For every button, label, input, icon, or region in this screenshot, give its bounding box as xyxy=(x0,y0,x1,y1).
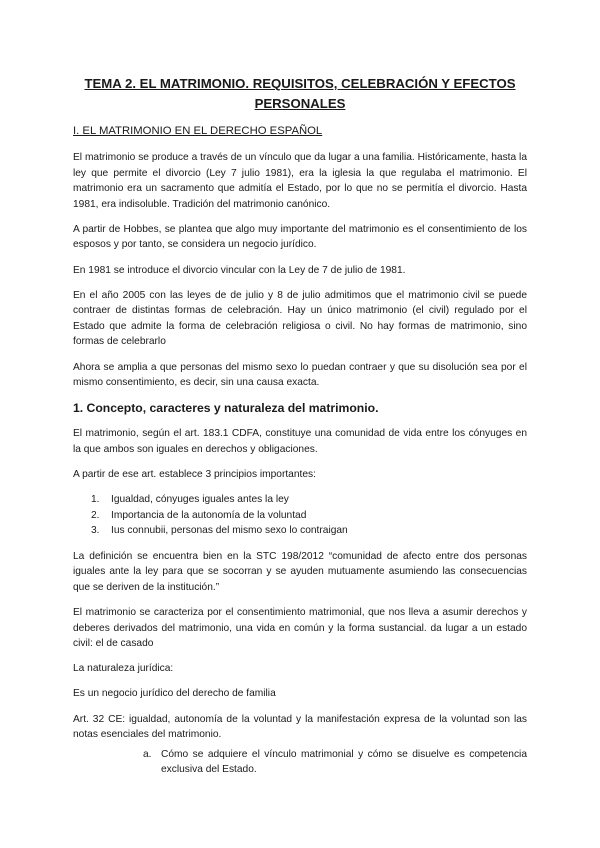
paragraph-concepto: El matrimonio, según el art. 183.1 CDFA, constituye una comunidad de vida entre los cónyuges en la que ambos son iguales en derechos y obligaciones. xyxy=(73,428,527,455)
paragraph-caracteriza: El matrimonio se caracteriza por el consentimiento matrimonial, que nos lleva a asumir derechos y deberes derivados del matrimonio, una vida en común y la forma sustancial. da lugar a un estado civil: el de casado xyxy=(73,607,527,650)
paragraph-2005: En el año 2005 con las leyes de de julio y 8 de julio admitimos que el matrimonio civil se puede contraer de distintas formas de celebración. Hay un único matrimonio (el civil) regulado por el Estado que admite la forma de celebración religiosa o civil. No hay formas de matrimonio, sino formas de celebrarlo xyxy=(73,289,527,348)
section-heading-concepto: 1. Concepto, caracteres y naturaleza del matrimonio. xyxy=(73,401,379,416)
paragraph-naturaleza-value: Es un negocio jurídico del derecho de familia xyxy=(73,688,276,700)
document-title: TEMA 2. EL MATRIMONIO. REQUISITOS, CELEBRACIÓN Y EFECTOS PERSONALES xyxy=(84,76,516,111)
paragraph-1981: En 1981 se introduce el divorcio vincular con la Ley de 7 de julio de 1981. xyxy=(73,264,406,276)
paragraph-naturaleza-label: La naturaleza jurídica: xyxy=(73,663,174,675)
paragraph-principios-intro: A partir de ese art. establece 3 principios importantes: xyxy=(73,468,316,480)
paragraph-historia: El matrimonio se produce a través de un vínculo que da lugar a una familia. Históricamente, hasta la ley que permite el divorcio (Ley 7 julio 1981), era la iglesia la que regulaba el matrimonio. El matrimonio era un sacramento que admitía el Estado, por lo que no se permitía el divorcio. Hasta 1981, era indisoluble. Tradición del matrimonio canónico. xyxy=(73,152,527,210)
list-item: 3. Ius connubii, personas del mismo sexo lo contraigan xyxy=(91,525,348,537)
section-heading-derecho-espanol: I. EL MATRIMONIO EN EL DERECHO ESPAÑOL xyxy=(73,125,323,137)
paragraph-hobbes: A partir de Hobbes, se plantea que algo muy importante del matrimonio es el consentimiento de los esposos y por tanto, se considera un negocio jurídico. xyxy=(73,223,527,251)
list-item: 1. Igualdad, cónyuges iguales antes la ley xyxy=(91,494,289,505)
paragraph-art32: Art. 32 CE: igualdad, autonomía de la voluntad y la manifestación expresa de la voluntad son las notas esenciales del matrimonio. xyxy=(73,713,527,741)
alpha-list xyxy=(73,747,527,778)
paragraph-stc: La definición se encuentra bien en la STC 198/2012 “comunidad de afecto entre dos personas iguales ante la ley para que se socorran y se ayuden mutuamente asumiendo las consecuencias que se deriven de la institución.” xyxy=(73,550,527,593)
list-item: a. Cómo se adquiere el vínculo matrimonial y cómo se disuelve es competencia exclusiva del Estado. xyxy=(143,748,527,776)
list-item: 2. Importancia de la autonomía de la voluntad xyxy=(91,509,307,521)
paragraph-ampliacion: Ahora se amplia a que personas del mismo sexo lo puedan contraer y que su disolución sea por el mismo consentimiento, es decir, sin una causa exacta. xyxy=(73,361,527,389)
principles-list xyxy=(73,492,527,539)
